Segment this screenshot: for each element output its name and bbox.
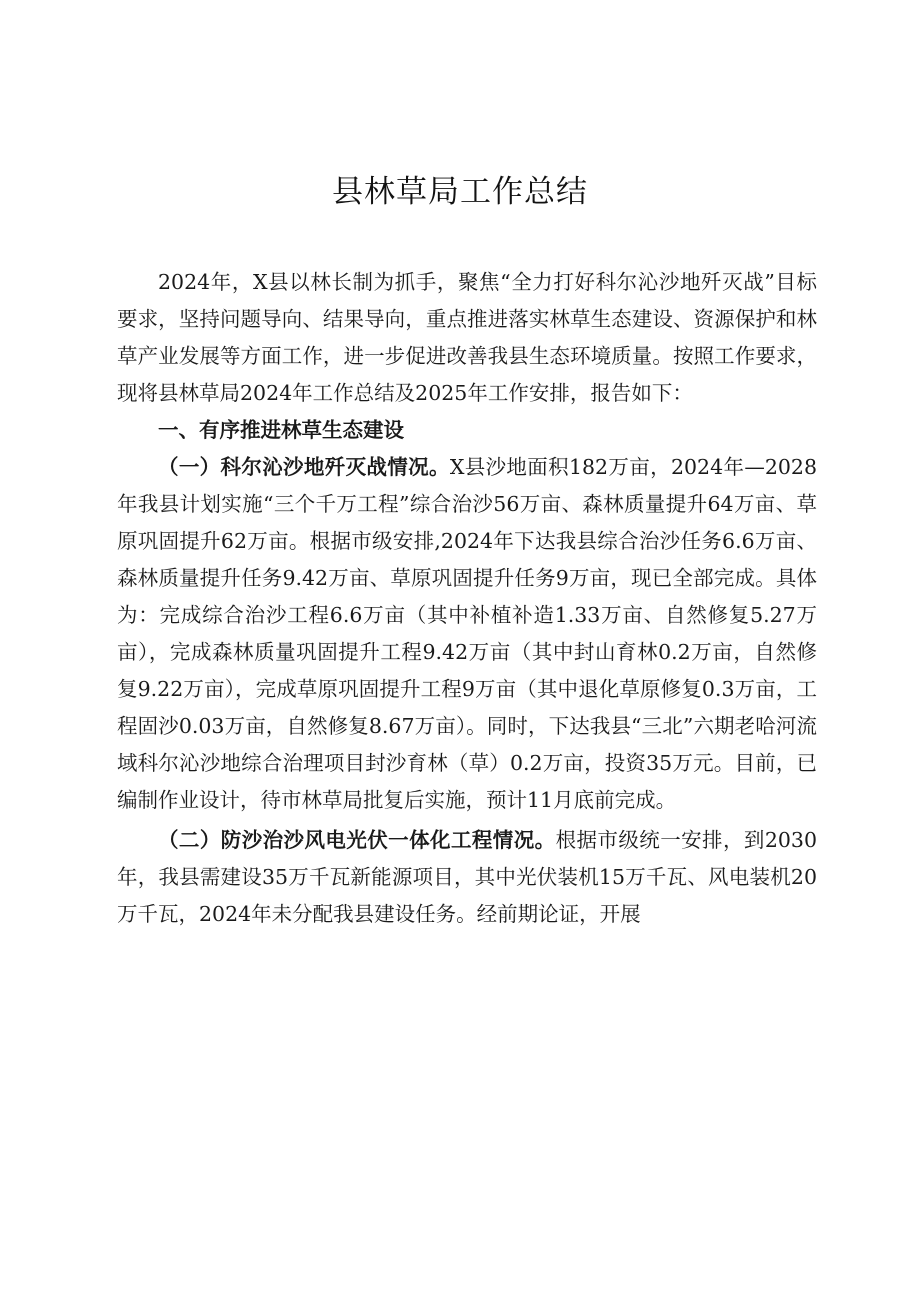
section-heading-1: 一、有序推进林草生态建设 [158,418,404,442]
subsection-1-text: X县沙地面积182万亩，2024年—2028年我县计划实施“三个千万工程”综合治沙56万亩、森林质量提升64万亩、草原巩固提升62万亩。根据市级安排,2024年下达我县综合治沙任务6.6万亩、森林质量提升任务9.42万亩、草原巩固提升任务9万亩，现已全部完成。具体为：完成综合治沙工程6.6万亩（其中补植补造1.33万亩、自然修复5.27万亩），完成森林质量巩固提升工程9.42万亩（其中封山育林0.2万亩，自然修复9.22万亩），完成草原巩固提升工程9万亩（其中退化草原修复0.3万亩，工程固沙0.03万亩，自然修复8.67万亩）。同时，下达我县“三北”六期老哈河流域科尔沁沙地综合治理项目封沙育林（草）0.2万亩，投资35万元。目前，已编制作业设计，待市林草局批复后实施，预计11月底前完成。 [117,455,817,812]
subsection-2-heading: （二）防沙治沙风电光伏一体化工程情况。 [158,828,556,852]
intro-paragraph: 2024年，X县以林长制为抓手，聚焦“全力打好科尔沁沙地歼灭战”目标要求，坚持问题导向、结果导向，重点推进落实林草生态建设、资源保护和林草产业发展等方面工作，进一步促进改善我县生态环境质量。按照工作要求，现将县林草局2024年工作总结及2025年工作安排，报告如下： [117,270,817,405]
subsection-2-paragraph [117,822,817,933]
document-title: 县林草局工作总结 [332,174,588,210]
subsection-1-paragraph [117,449,817,819]
subsection-1-heading: （一）科尔沁沙地歼灭战情况。 [158,455,450,479]
document-body [117,264,817,933]
subsection-2-text: 根据市级统一安排，到2030年，我县需建设35万千瓦新能源项目，其中光伏装机15万千瓦、风电装机20万千瓦，2024年未分配我县建设任务。经前期论证，开展 [117,828,817,926]
